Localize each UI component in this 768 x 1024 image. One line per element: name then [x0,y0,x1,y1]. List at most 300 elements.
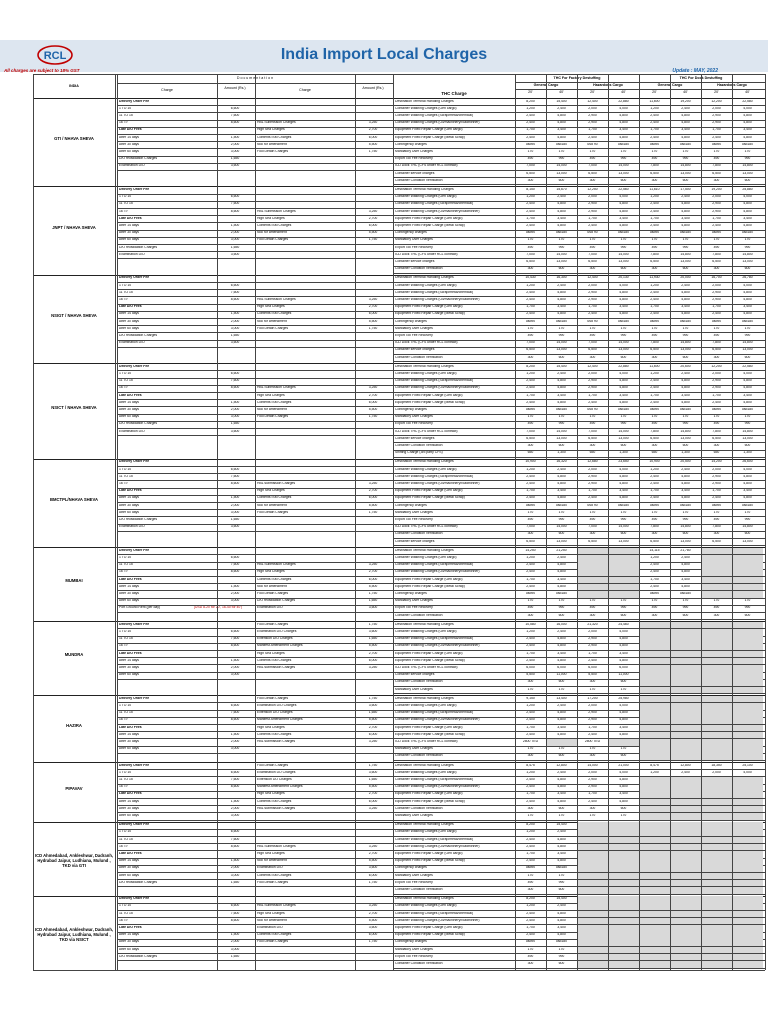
doc-charge: Examination D/O [119,525,145,529]
thc-charge-header: THC Charge [441,91,467,96]
thc-value: 2,400 [557,830,566,834]
thc-value: 6,500 [712,539,721,543]
doc-charge-2: HBL Submission Charges [257,297,296,301]
empty-cell [578,873,608,880]
empty-cell [640,665,670,672]
thc-value: 20,500 [680,460,691,464]
thc-charge: Container Condition Verification [395,806,443,810]
thc-value: usd90 [711,407,722,411]
doc-amount-2: 2,700 [368,489,378,493]
thc-value: 170 [620,149,627,153]
doc-charge: Delivery Order Fee [119,548,150,552]
thc-value: 3,400 [681,216,690,220]
doc-charge: Late D/O Fees [119,651,142,655]
thc-charge: Equipment Fixed Repair Charge (Gen cargo) [395,128,463,132]
empty-cell [640,710,670,717]
empty-cell [671,703,701,710]
empty-cell [702,710,732,717]
empty-cell [640,643,670,650]
thc-value: 2,900 [588,121,597,125]
thc-value: 4,000 [619,703,628,707]
thc-value: 3,400 [557,925,566,929]
doc-amount-2: 2,700 [368,851,378,855]
column-rule [33,74,34,970]
thc-charge: Export Toll Fee Recovery [395,422,433,426]
doc-charge: Delivery Order Fee [119,187,150,191]
doc-amount: 1,500 [230,135,240,139]
thc-value: 990 [620,422,627,426]
doc-amount: 8,600 [230,481,240,485]
thc-value: 4,000 [743,283,752,287]
empty-cell [609,739,639,746]
doc-charge-2: High Sea Charges [257,911,285,915]
thc-value: 1,700 [712,128,721,132]
thc-charge: Container Washing Charges (Gen cargo) [395,371,457,375]
charges-table [33,74,765,978]
thc-value: 6,500 [588,348,597,352]
thc-value: 300 [589,355,596,359]
empty-cell [733,555,763,562]
doc-charge: After 30 days [119,503,139,507]
doc-amount: 1,500 [230,859,240,863]
empty-cell [640,679,670,686]
thc-value: 4,000 [619,371,628,375]
thc-value: usd90 [525,407,536,411]
empty-cell [671,858,701,865]
thc-charge: Container Condition Verification [395,178,443,182]
thc-value: 2,400 [650,584,659,588]
thc-value: usd180 [555,142,568,146]
thc-value: 2,400 [712,223,721,227]
thc-value: 2,400 [650,121,659,125]
thc-value: 4,800 [557,785,566,789]
thc-value: 3,400 [557,577,566,581]
thc-value: 990 [682,422,689,426]
thc-value: 6,500 [650,259,659,263]
doc-charge-2: High Sea Charges [257,570,285,574]
empty-cell [640,873,670,880]
empty-cell [671,732,701,739]
thc-value: 3,400 [557,128,566,132]
thc-value: 22,880 [618,364,629,368]
doc-amount: 8,600 [230,121,240,125]
thc-charge: Container Washing Charges (Scrap/metal/chemical) [395,637,474,641]
doc-charge-2: Noc for amendment [257,859,287,863]
thc-group-rule [515,82,765,83]
empty-cell [702,880,732,887]
thc-value: 490 [527,422,534,426]
thc-value: 170 [589,687,596,691]
doc-amount: 1,500 [230,223,240,227]
empty-cell [640,703,670,710]
thc-value: 1,200 [650,106,659,110]
doc-amount: 3,000 [230,599,240,603]
doc-charge: 11 TO 15 [119,113,133,117]
empty-cell [733,939,763,946]
empty-cell [609,873,639,880]
thc-value: 4,000 [619,629,628,633]
thc-charge: Container Washing Charges (Gen cargo) [395,904,457,908]
thc-value: 6,500 [712,348,721,352]
thc-value: 14,800 [680,341,691,345]
doc-charge: 1 TO 10 [119,195,132,199]
thc-value: 170 [744,599,751,603]
thc-value: 2,400 [588,732,597,736]
thc-value: 2,400 [526,312,535,316]
doc-charge-2: High Sea Charges [257,651,285,655]
thc-charge: Container service charges [395,436,435,440]
thc-value: 6,000 [619,665,628,669]
thc-value: 300 [651,267,658,271]
thc-value: 2800 TEU [522,739,539,743]
doc-charge: Delivery Order Fee [119,276,150,280]
thc-value: 4,800 [743,223,752,227]
doc-amount: 2,000 [230,866,240,870]
thc-value: 4,800 [557,933,566,937]
thc-charge: Contingency charges [395,407,427,411]
empty-cell [671,844,701,851]
doc-amount: 7,600 [230,711,240,715]
thc-value: 4,800 [557,732,566,736]
doc-charge-2: HBL submission Charges [257,806,296,810]
thc-value: 11,930 [649,276,660,280]
thc-charge: Destination Terminal Handling Charges [395,763,454,767]
thc-charge: Destination Terminal Handling Charges [395,548,454,552]
doc-charge: Delivery Order Fee [119,364,150,368]
thc-value: 4,000 [619,283,628,287]
thc-value: 1,700 [712,489,721,493]
thc-value: 170 [682,599,689,603]
thc-value: 2,400 [526,379,535,383]
empty-cell [702,725,732,732]
thc-value: 20,000 [680,276,691,280]
empty-cell [702,643,732,650]
thc-value: 13,000 [618,539,629,543]
thc-value: usd90 [525,319,536,323]
doc-charge-2: HBL Submission Charges [257,121,296,125]
thc-value: 490 [527,157,534,161]
gst-note: All charges are subject to 18% GST [4,68,80,73]
doc-amount-2: 2,700 [368,305,378,309]
doc-charge-2: Contents ISM Charges [257,732,292,736]
doc-amount-2: 1,650 [368,777,378,781]
doc-charge-2: Fool Detain Charges [257,696,289,700]
empty-cell [671,939,701,946]
doc-amount: 7,600 [230,474,240,478]
doc-charge-2: Fool Detain Charges [257,415,289,419]
thc-charge: Export Toll Fee Recovery [395,333,433,337]
thc-value: 3,400 [619,393,628,397]
doc-charge-2: Contents ISM Charges [257,577,292,581]
doc-amount-2: 3,250 [368,844,378,848]
thc-value: 170 [589,747,596,751]
thc-value: 990 [558,422,565,426]
thc-value: 2,000 [588,770,597,774]
doc-charge: Examination D/O [119,341,145,345]
thc-charge: Container service charges [395,259,435,263]
empty-cell [671,717,701,724]
empty-cell [578,844,608,851]
thc-value: 4,800 [557,799,566,803]
thc-value: 170 [558,747,565,751]
thc-value: 4,800 [743,113,752,117]
empty-cell [671,896,701,903]
empty-cell [609,918,639,925]
thc-value: 990 [558,606,565,610]
thc-value: 13,000 [742,259,753,263]
doc-amount-2: 6,000 [368,577,378,581]
thc-charge: Destination Terminal Handling Charges [395,276,454,280]
thc-value: 3,400 [619,651,628,655]
thc-value: 10,580 [525,622,536,626]
thc-value: usd90 [711,319,722,323]
doc-amount-2: 1,750 [368,238,378,242]
thc-value: 1,200 [650,283,659,287]
thc-value: 300 [589,680,596,684]
thc-value: 2,000 [588,283,597,287]
thc-value: 170 [589,599,596,603]
thc-value: 14,800 [742,525,753,529]
thc-value: 600 [558,680,565,684]
empty-cell [733,837,763,844]
thc-value: 14,000 [556,525,567,529]
thc-value: 16,320 [556,460,567,464]
doc-amount-2: 3,250 [368,121,378,125]
thc-value: 23,650 [618,460,629,464]
empty-cell [609,584,639,591]
doc-charge-2: HBL submission Charges [257,665,296,669]
size-header: 20' [590,90,595,94]
doc-amount-2: 3,250 [368,665,378,669]
thc-value: 13,000 [742,539,753,543]
column-rule [639,74,640,970]
thc-charge: Destination Terminal Handling Charges [395,460,454,464]
thc-value: 7,000 [526,429,535,433]
thc-charge: Container Washing Charges (Oil/machinery/roadthinner) [395,209,480,213]
doc-amount: 2,000 [230,591,240,595]
empty-cell [733,954,763,961]
empty-cell [733,577,763,584]
column-rule [732,74,733,970]
doc-amount-2: 2,700 [368,393,378,397]
thc-charge: Mandatory User Charges [395,813,433,817]
thc-value: 600 [744,532,751,536]
thc-value: 2,400 [557,555,566,559]
empty-cell [733,903,763,910]
thc-value: 170 [620,599,627,603]
thc-value: 1,700 [588,216,597,220]
empty-cell [733,851,763,858]
thc-value: 170 [651,326,658,330]
thc-value: 6,500 [588,436,597,440]
doc-charge-2: Noc for amendment [257,142,287,146]
doc-charge: Late D/O Fees [119,792,142,796]
empty-cell [671,954,701,961]
thc-value: 15,670 [556,187,567,191]
column-rule [117,74,118,970]
empty-cell [609,925,639,932]
thc-value: 10,900 [649,460,660,464]
doc-charge: 1 TO 10 [119,830,132,834]
thc-value: 14,000 [618,164,629,168]
thc-value: 1,700 [526,577,535,581]
thc-charge: Container Washing Charges (Scrap/metal/chemical) [395,113,474,117]
thc-value: 1,700 [526,651,535,655]
thc-value: 26,780 [742,276,753,280]
thc-row-rule [393,894,765,895]
thc-value: 990 [558,245,565,249]
thc-value: 300 [527,355,534,359]
empty-cell [671,658,701,665]
thc-value: 490 [527,517,534,521]
thc-value: 22,580 [742,364,753,368]
doc-amount-2: 6,000 [368,658,378,662]
empty-cell [733,629,763,636]
thc-value: 18,350 [711,763,722,767]
thc-value: 300 [589,178,596,182]
thc-row-rule [393,273,765,274]
thc-value: 2,400 [557,629,566,633]
column-rule [115,74,116,970]
thc-value: 2,000 [712,467,721,471]
empty-cell [733,753,763,760]
thc-value: 4,800 [557,584,566,588]
thc-value: 4,800 [743,312,752,316]
doc-amount: 7,600 [230,379,240,383]
doc-amount: 3,000 [230,747,240,751]
thc-value: 7,800 [650,525,659,529]
thc-charge: Container Washing Charges (Gen cargo) [395,195,457,199]
thc-value: 490 [651,333,658,337]
thc-value: 5,500 [588,673,597,677]
thc-value: 6,000 [588,665,597,669]
thc-value: 2,400 [526,732,535,736]
thc-value: 4,800 [557,209,566,213]
thc-value: 300 [651,178,658,182]
doc-charge-2: Contents ISM Charges [257,223,292,227]
thc-value: 10,430 [525,276,536,280]
thc-value: usd 90 [587,231,598,235]
thc-value: 2,400 [557,283,566,287]
thc-charge: Mandatory User Charges [395,149,433,153]
thc-value: 14,000 [618,341,629,345]
thc-charge: Container Washing Charges (Scrap/metal/chemical) [395,837,474,841]
doc-charge-2: HBL Submission Charges [257,209,296,213]
thc-value: 1,700 [588,725,597,729]
thc-value: 490 [589,606,596,610]
thc-charge: Container Washing Charges (Oil/machinery/roadthinner) [395,386,480,390]
thc-value: 4,000 [619,195,628,199]
thc-value: 300 [713,443,720,447]
doc-charge: 16 => [119,209,128,213]
thc-value: 6,000 [557,665,566,669]
thc-value: 170 [558,510,565,514]
thc-value: 600 [620,532,627,536]
doc-charge: D/O revalidation Charges [119,880,158,884]
thc-value: 4,800 [557,290,566,294]
thc-charge: Container Washing Charges (Gen cargo) [395,770,457,774]
empty-cell [702,806,732,813]
doc-amount-2: 5,500 [368,644,378,648]
thc-value: 6,500 [526,348,535,352]
thc-value: 3,400 [557,851,566,855]
thc-value: 170 [527,873,534,877]
thc-value: usd 90 [587,503,598,507]
thc-charge: Contingency charges [395,940,427,944]
thc-charge: Container service charges [395,348,435,352]
thc-value: 600 [744,267,751,271]
thc-charge: Equipment Fixed Repair Charge (Gen cargo) [395,725,463,729]
column-rule [577,74,578,970]
doc-charge-2: Examination D/O [257,606,283,610]
empty-cell [702,918,732,925]
thc-value: 2,900 [712,290,721,294]
thc-value: 2,900 [712,379,721,383]
thc-value: 4,800 [557,202,566,206]
thc-value: 2,400 [650,312,659,316]
doc-charge-2: Noc for amendment [257,319,287,323]
thc-value: 4,800 [743,386,752,390]
doc-charge: After 14 days [119,732,139,736]
thc-value: 7,800 [650,429,659,433]
thc-value: 2,400 [526,481,535,485]
thc-value: 6,500 [588,539,597,543]
thc-value: 600 [682,532,689,536]
thc-value: 1,700 [712,305,721,309]
thc-value: 2,400 [650,481,659,485]
empty-cell [609,961,639,968]
thc-value: 4,000 [743,371,752,375]
thc-charge: Container Washing Charges (Gen cargo) [395,283,457,287]
empty-cell [578,829,608,836]
thc-value: 2,400 [681,555,690,559]
thc-value: 2,400 [681,106,690,110]
thc-value: usd90 [711,142,722,146]
thc-value: 1,200 [650,371,659,375]
thc-value: 600 [558,887,565,891]
amount-header-2: Amount (Rs.) [362,86,384,90]
empty-cell [733,739,763,746]
thc-charge: Container Washing Charges (Oil/machinery/roadthinner) [395,644,480,648]
thc-value: 4,800 [681,312,690,316]
thc-value: 2,900 [588,379,597,383]
thc-value: 1,700 [526,925,535,929]
thc-value: 1,700 [526,305,535,309]
empty-cell [640,887,670,894]
doc-amount-2: 3,600 [368,606,378,610]
empty-cell [702,932,732,939]
doc-charge: D/O revalidation Charges [119,422,158,426]
doc-amount: 1,500 [230,400,240,404]
doc-amount: 8,600 [230,718,240,722]
doc-amount-2: 2,700 [368,651,378,655]
thc-value: 3,400 [681,305,690,309]
thc-value: usd90 [649,591,660,595]
thc-value: 3,400 [557,651,566,655]
thc-charge: Container Washing Charges (Gen cargo) [395,106,457,110]
thc-value: 3,400 [743,216,752,220]
thc-value: 300 [713,178,720,182]
empty-cell [578,887,608,894]
thc-value: usd180 [555,940,568,944]
thc-value: 3,400 [557,305,566,309]
thc-value: 1,200 [526,283,535,287]
thc-value: 2,400 [526,290,535,294]
thc-value: 300 [527,613,534,617]
doc-charge-2: HBL submission Charges [257,739,296,743]
doc-amount: 6,600 [230,770,240,774]
doc-amount-2: 3,250 [368,904,378,908]
